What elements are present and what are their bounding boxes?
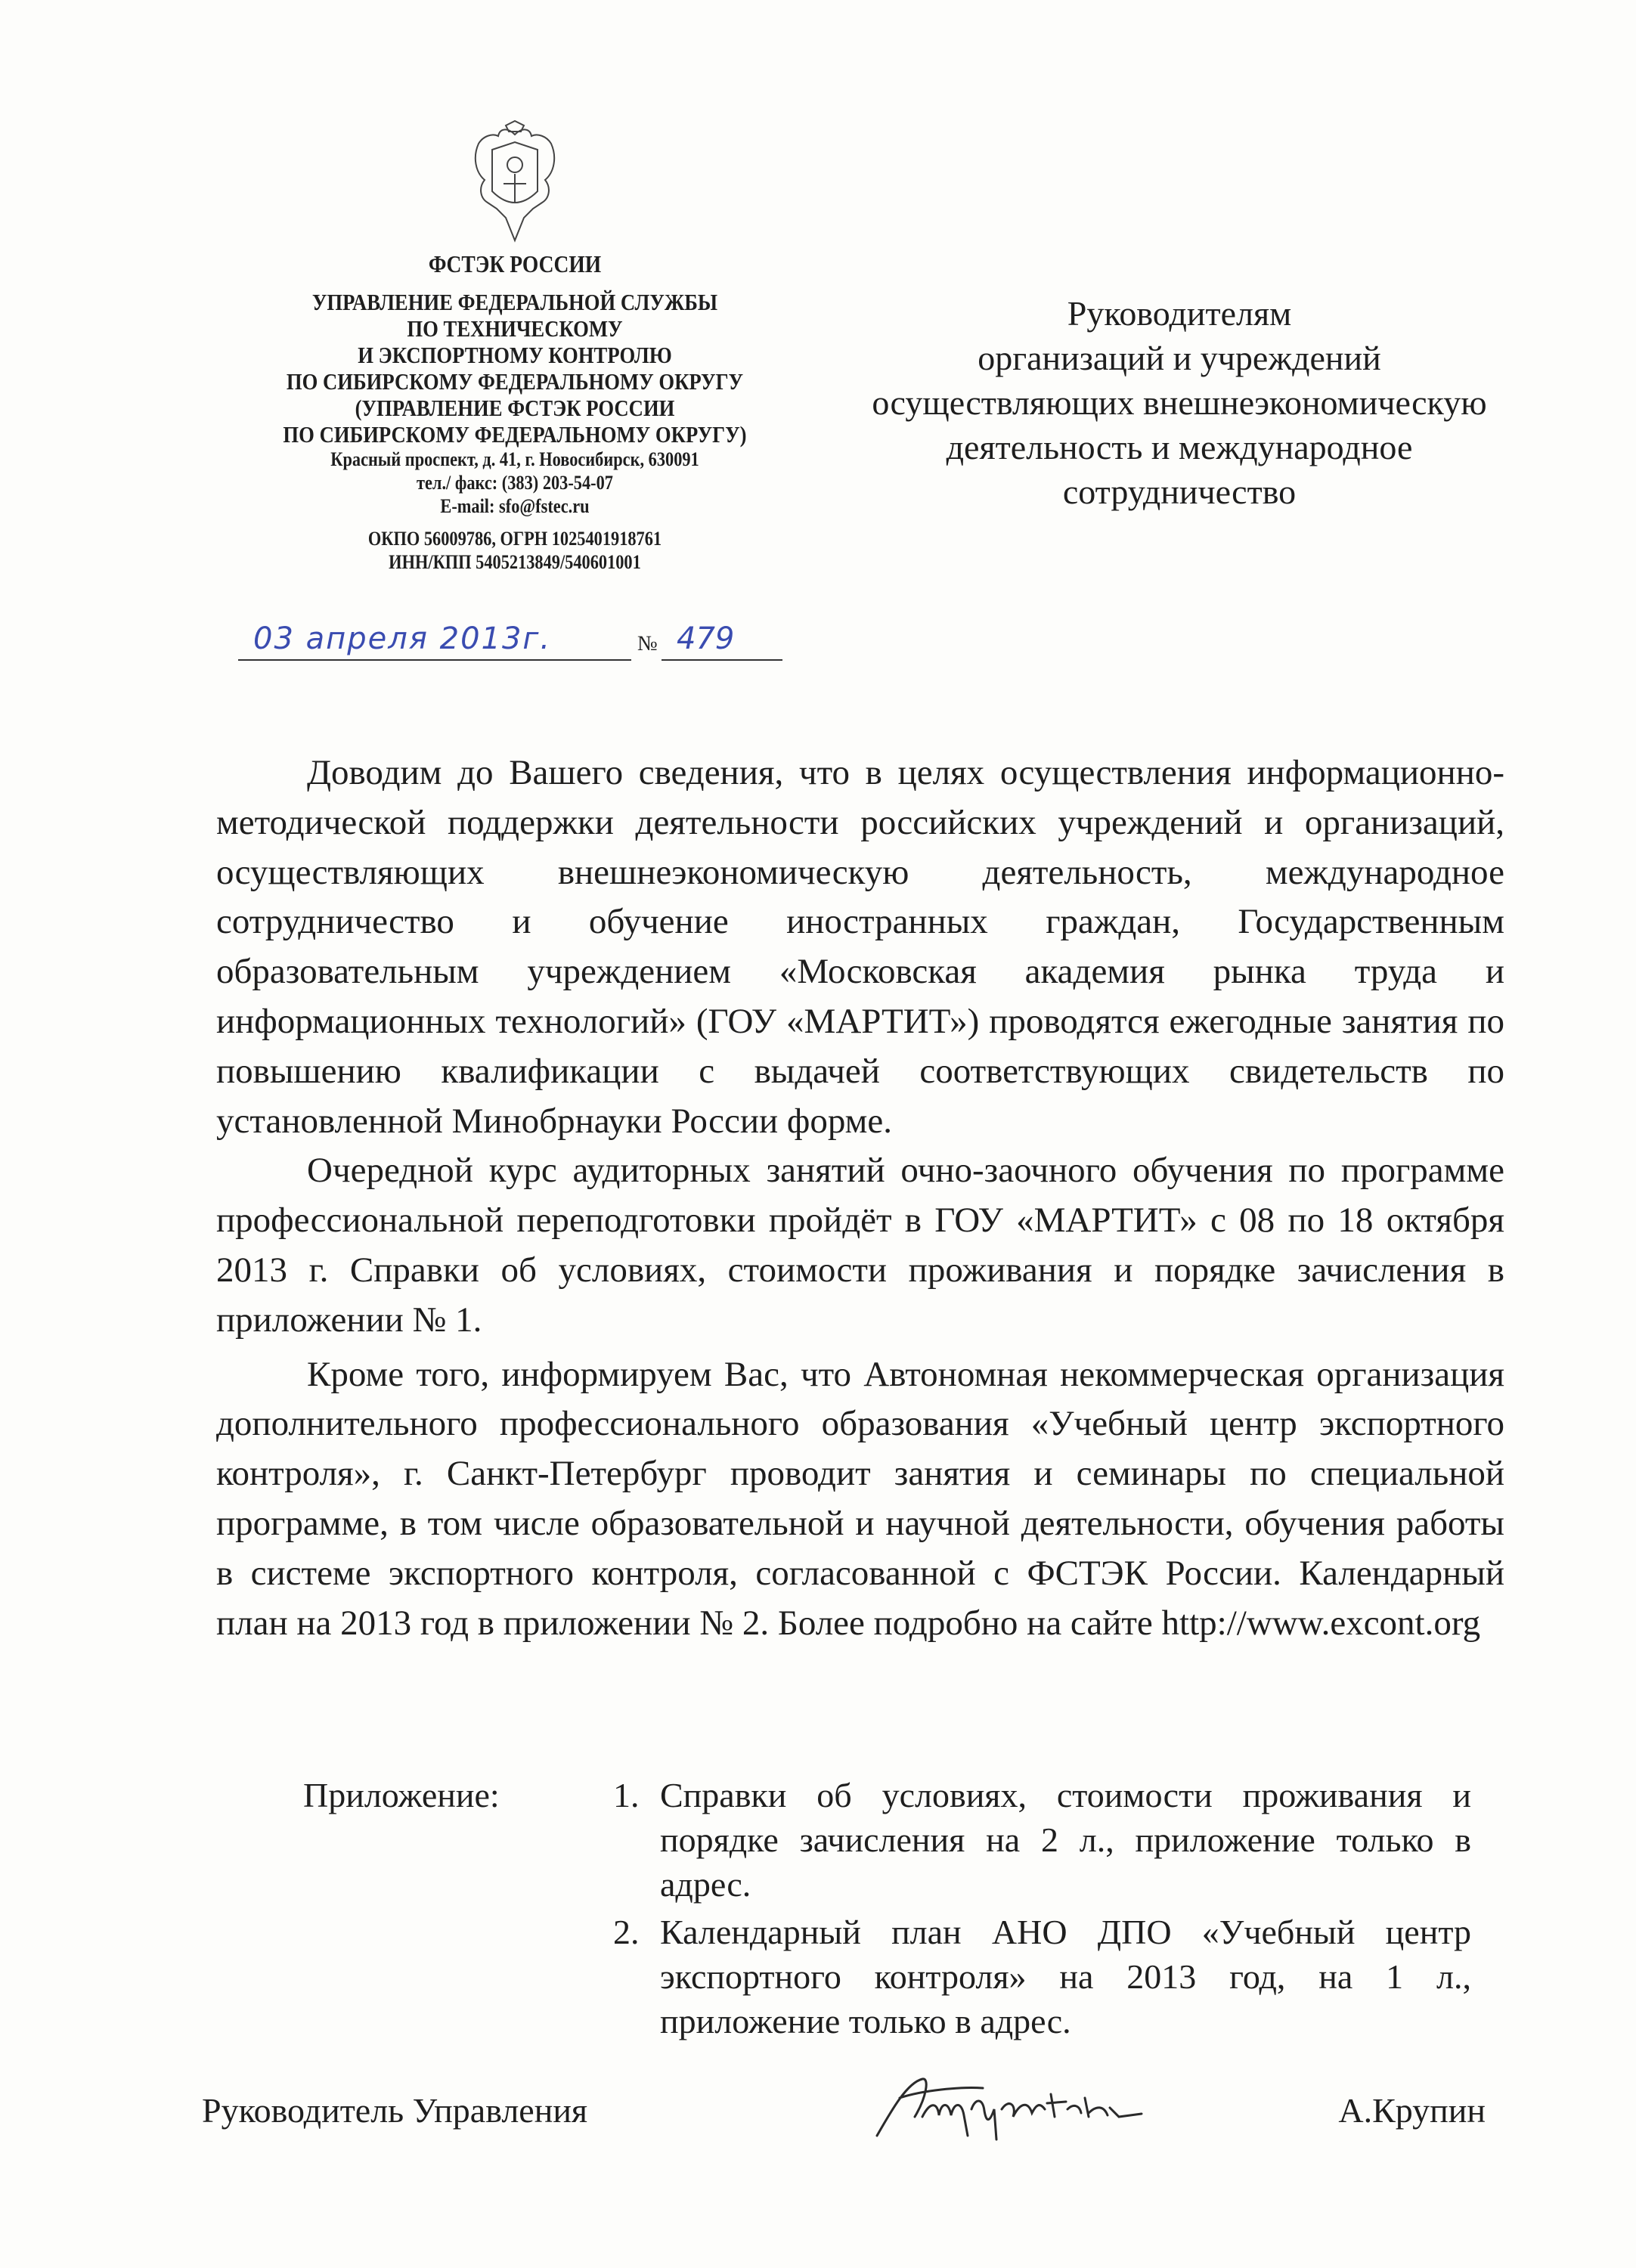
attachment-item [613, 1910, 1471, 2043]
attachment-text: Календарный план АНО ДПО «Учебный центр экспортного контроля» на 2013 год, на 1 л., приложение только в адрес. [660, 1913, 1471, 2040]
attachment-text: Справки об условиях, стоимости проживания и порядке зачисления на 2 л., приложение только в адрес. [660, 1776, 1471, 1904]
body-paragraph: Очередной курс аудиторных занятий очно-заочного обучения по программе профессиональной переподготовки пройдёт в ГОУ «МАРТИТ» с 08 по 18 октября 2013 г. Справки об условиях, стоимости проживания и порядке зачисления в приложении № 1. [216, 1151, 1504, 1340]
org-name-line: (УПРАВЛЕНИЕ ФСТЭК РОССИИ [355, 395, 675, 421]
addressee-line: организаций и учреждений [978, 339, 1381, 377]
org-short-name: ФСТЭК РОССИИ [428, 250, 602, 277]
emblem-icon [462, 119, 568, 248]
org-name-line: ПО ТЕХНИЧЕСКОМУ [407, 315, 623, 342]
attachments-label: Приложение: [303, 1776, 500, 1814]
signatory-name: А.Крупин [1338, 2091, 1486, 2130]
org-name-line: ПО СИБИРСКОМУ ФЕДЕРАЛЬНОМУ ОКРУГУ) [283, 421, 747, 448]
number-underline [662, 659, 782, 661]
addressee-block [832, 291, 1527, 514]
attachment-number: 1. [613, 1776, 640, 1814]
attachment-number: 2. [613, 1913, 640, 1951]
org-name-line: И ЭКСПОРТНОМУ КОНТРОЛЮ [358, 342, 672, 368]
addressee-line: осуществляющих внешнеэкономическую [872, 383, 1487, 422]
org-address: Красный проспект, д. 41, г. Новосибирск, 630091 [330, 448, 699, 470]
body-paragraph: Доводим до Вашего сведения, что в целях осуществления информационно-методической поддержки деятельности российских учреждений и организаций, осуществляющих внешнеэкономическую деятельность, международное сотрудничество и обучение иностранных граждан, Государственным образовательным учреждением «Московская академия рынка труда и информационных технологий» (ГОУ «МАРТИТ») проводятся ежегодные занятия по повышению квалификации с выдачей соответствующих свидетельств по установленной Минобрнауки России форме. [216, 753, 1504, 1141]
letter-date: 03 апреля 2013г. [253, 621, 552, 656]
attachment-item [613, 1773, 1471, 1907]
signatory-title: Руководитель Управления [202, 2091, 588, 2130]
letter-number: 479 [677, 621, 735, 656]
addressee-line: Руководителям [1067, 294, 1292, 333]
org-inn-kpp: ИНН/КПП 5405213849/540601001 [389, 551, 641, 573]
addressee-line: сотрудничество [1062, 472, 1297, 511]
addressee-line: деятельность и международное [946, 428, 1413, 466]
org-okpo-ogrn: ОКПО 56009786, ОГРН 1025401918761 [367, 528, 662, 550]
registration-line [238, 620, 782, 665]
org-phone: тел./ факс: (383) 203-54-07 [417, 472, 613, 494]
number-sign: № [637, 632, 658, 655]
letter-body [216, 748, 1504, 1648]
org-name-line: ПО СИБИРСКОМУ ФЕДЕРАЛЬНОМУ ОКРУГУ [286, 368, 744, 395]
sender-letterhead [212, 249, 817, 574]
org-email: E-mail: sfo@fstec.ru [440, 495, 590, 517]
body-paragraph: Кроме того, информируем Вас, что Автономная некоммерческая организация дополнительного профессионального образования «Учебный центр экспортного контроля», г. Санкт-Петербург проводит занятия и семинары по специальной программе, в том числе образовательной и научной деятельности, обучения работы в системе экспортного контроля, согласованной с ФСТЭК России. Календарный план на 2013 год в приложении № 2. Более подробно на сайте http://www.excont.org [216, 1354, 1504, 1643]
date-underline [238, 659, 631, 661]
attachments-list [613, 1773, 1471, 2046]
org-name-line: УПРАВЛЕНИЕ ФЕДЕРАЛЬНОЙ СЛУЖБЫ [311, 289, 718, 315]
handwritten-signature [869, 2064, 1172, 2147]
